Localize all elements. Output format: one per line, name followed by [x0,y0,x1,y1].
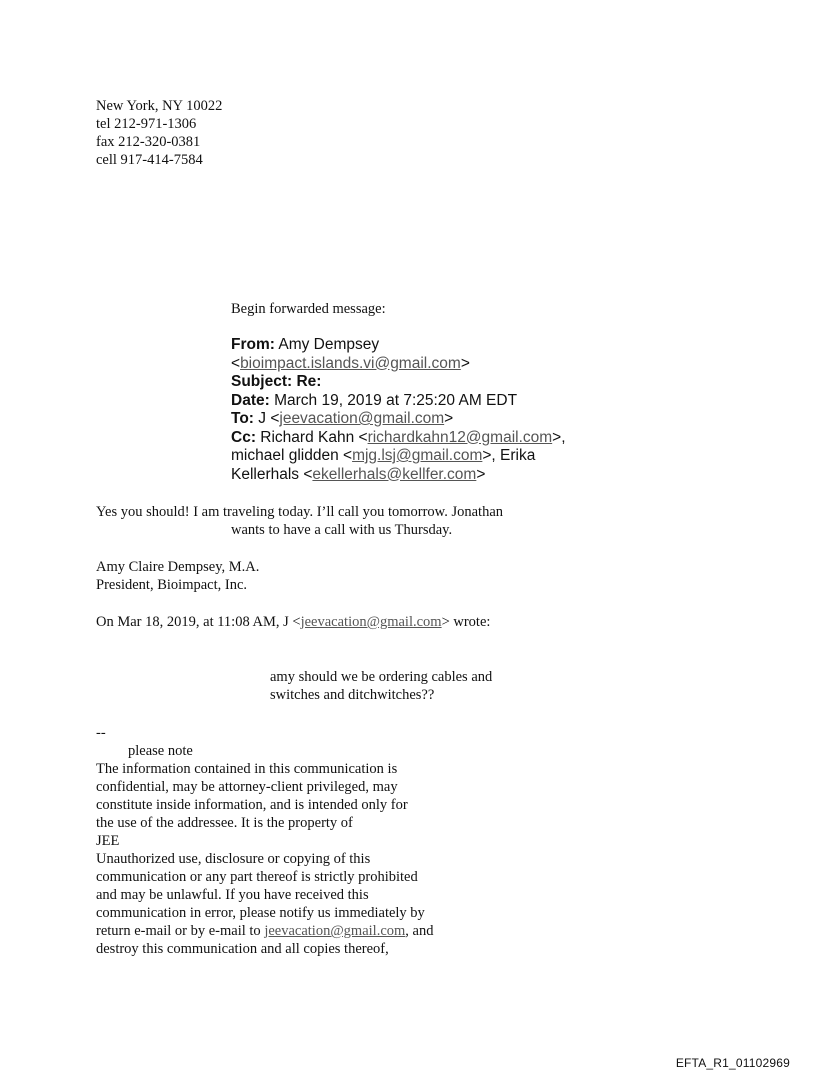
cc-line-1: Cc: Richard Kahn <richardkahn12@gmail.com>, [231,428,566,446]
date-label: Date: [231,391,270,409]
disclaimer-last-line: destroy this communication and all copies thereof, [96,941,389,957]
disclaimer-line: confidential, may be attorney-client privileged, may [96,779,398,795]
quoted-suffix: > wrote: [441,614,491,630]
disclaimer-email-link[interactable]: jeevacation@gmail.com [264,923,406,939]
disclaimer-line: The information contained in this communication is [96,761,398,777]
document-id: EFTA_R1_01102969 [675,1056,790,1070]
quoted-body [270,668,492,704]
return-prefix: return e-mail or by e-mail to [96,923,265,939]
forwarded-intro: Begin forwarded message: [231,301,386,317]
from-name: Amy Dempsey [278,336,380,353]
subject-value: Re: [296,373,322,390]
address-block [96,97,222,169]
disclaimer-line: communication or any part thereof is strictly prohibited [96,869,418,885]
signature-block [96,558,259,594]
quoted-prefix: On Mar 18, 2019, at 11:08 AM, J < [96,614,301,630]
date-value: March 19, 2019 at 7:25:20 AM EDT [274,391,518,409]
to-email-link[interactable]: jeevacation@gmail.com [279,410,445,427]
forwarded-headers [231,336,566,484]
to-label: To: [231,410,254,427]
address-cell: cell 917-414-7584 [96,152,203,168]
disclaimer-note: please note [128,743,193,759]
date-line [231,392,566,411]
disclaimer-line: communication in error, please notify us immediately by [96,905,425,921]
cc2-name: michael glidden [231,447,339,464]
subject-label: Subject: [231,373,293,390]
subject-line [231,373,566,392]
from-email-link[interactable]: bioimpact.islands.vi@gmail.com [240,354,461,372]
quoted-body-line-2: switches and ditchwitches?? [270,687,435,703]
cc-label: Cc: [231,428,256,446]
quoted-email-link[interactable]: jeevacation@gmail.com [300,614,442,630]
signature-name: Amy Claire Dempsey, M.A. [96,559,260,575]
cc-line-3: Kellerhals <ekellerhals@kellfer.com> [231,465,486,483]
disclaimer-line: the use of the addressee. It is the property of [96,815,353,831]
cc3-last: Kellerhals [231,465,300,483]
disclaimer-line: Unauthorized use, disclosure or copying of this [96,851,371,867]
from-label: From: [231,336,275,353]
from-line [231,336,566,355]
disclaimer-line: constitute inside information, and is intended only for [96,797,408,813]
cc3-first: Erika [500,447,536,464]
cc1-name: Richard Kahn [260,428,355,446]
address-fax: fax 212-320-0381 [96,134,201,150]
signature-title: President, Bioimpact, Inc. [96,577,248,593]
quoted-header [96,613,490,631]
to-name: J [258,410,267,427]
disclaimer-line: JEE [96,833,120,849]
cc3-email-link[interactable]: ekellerhals@kellfer.com [312,465,477,483]
cc-line-2: michael glidden <mjg.lsj@gmail.com>, Erika [231,447,536,464]
cc2-email-link[interactable]: mjg.lsj@gmail.com [352,447,483,464]
disclaimer-line: and may be unlawful. If you have received this [96,887,369,903]
return-suffix: , and [405,923,434,939]
from-email-line: <bioimpact.islands.vi@gmail.com> [231,354,470,372]
reply-line-1: Yes you should! I am traveling today. I’ll call you tomorrow. Jonathan [96,504,504,520]
address-city: New York, NY 10022 [96,98,223,114]
disclaimer-dashes: -- [96,725,106,741]
disclaimer-return-line [96,922,433,940]
cc1-email-link[interactable]: richardkahn12@gmail.com [367,428,553,446]
address-tel: tel 212-971-1306 [96,116,197,132]
disclaimer-block [96,760,433,958]
reply-line-2: wants to have a call with us Thursday. [231,522,453,538]
quoted-body-line-1: amy should we be ordering cables and [270,669,493,685]
to-line: To: J <jeevacation@gmail.com> [231,410,454,427]
